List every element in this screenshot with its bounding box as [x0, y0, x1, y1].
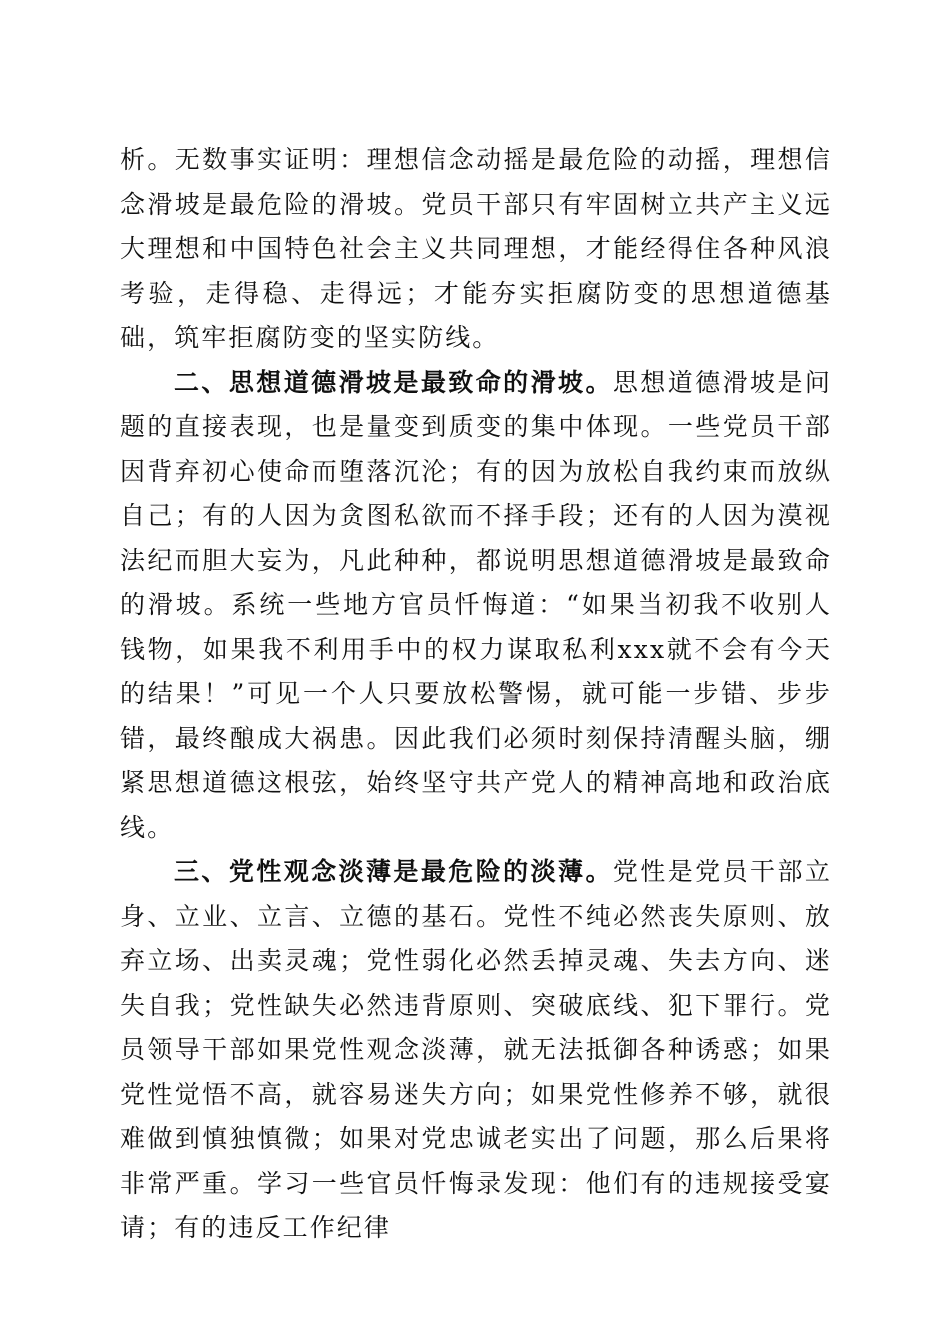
section-three-heading: 三、党性观念淡薄是最危险的淡薄。: [174, 857, 613, 886]
paragraph-section-three: [120, 850, 832, 1251]
paragraph-section-two: [120, 361, 832, 851]
section-two-heading: 二、思想道德滑坡是最致命的滑坡。: [174, 367, 613, 397]
paragraph-body: 析。无数事实证明：理想信念动摇是最危险的动摇，理想信念滑坡是最危险的滑坡。党员干部只有牢固树立共产主义远大理想和中国特色社会主义共同理想，才能经得住各种风浪考验，走得稳、走得远；才能夯实拒腐防变的思想道德基础，筑牢拒腐防变的坚实防线。: [120, 145, 832, 352]
section-two-body: 思想道德滑坡是问题的直接表现，也是量变到质变的集中体现。一些党员干部因背弃初心使命而堕落沉沦；有的因为放松自我约束而放纵自己；有的人因为贪图私欲而不择手段；还有的人因为漠视法纪而胆大妄为，凡此种种，都说明思想道德滑坡是最致命的滑坡。系统一些地方官员忏悔道：“如果当初我不收别人钱物，如果我不利用手中的权力谋取私利xxx就不会有今天的结果！”可见一个人只要放松警惕，就可能一步错、步步错，最终酿成大祸患。因此我们必须时刻保持清醒头脑，绷紧思想道德这根弦，始终坚守共产党人的精神高地和政治底线。: [120, 367, 832, 842]
paragraph-continuation: [120, 138, 832, 361]
document-body: [120, 138, 832, 1251]
section-three-body: 党性是党员干部立身、立业、立言、立德的基石。党性不纯必然丧失原则、放弃立场、出卖灵魂；党性弱化必然丢掉灵魂、失去方向、迷失自我；党性缺失必然违背原则、突破底线、犯下罪行。党员领导干部如果党性观念淡薄，就无法抵御各种诱惑；如果党性觉悟不高，就容易迷失方向；如果党性修养不够，就很难做到慎独慎微；如果对党忠诚老实出了问题，那么后果将非常严重。学习一些官员忏悔录发现：他们有的违规接受宴请；有的违反工作纪律: [120, 857, 832, 1242]
